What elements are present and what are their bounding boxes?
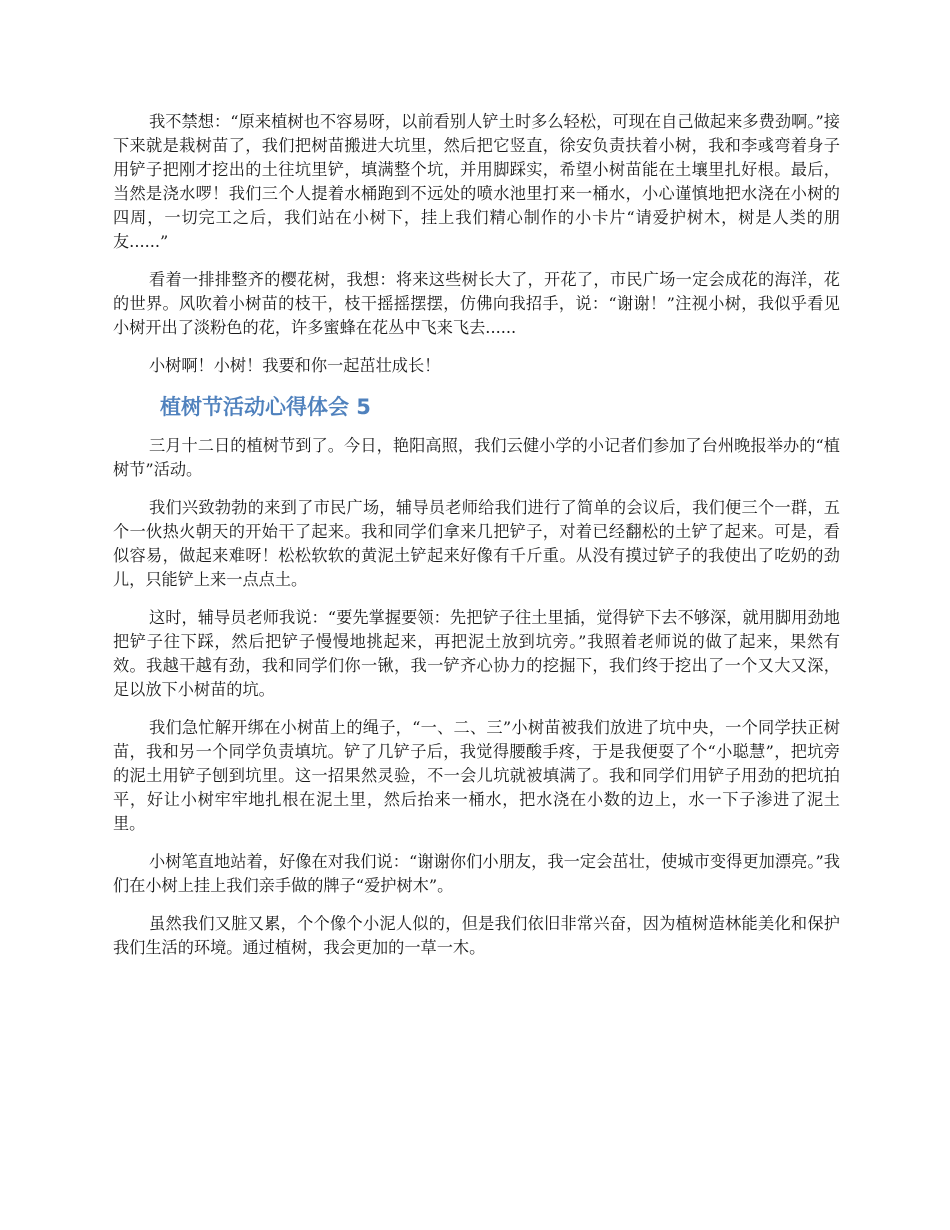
paragraph: 小树笔直地站着，好像在对我们说：“谢谢你们小朋友，我一定会茁壮，使城市变得更加漂亮。”我们在小树上挂上我们亲手做的牌子“爱护树木”。 — [113, 852, 840, 895]
paragraph: 看着一排排整齐的樱花树，我想：将来这些树长大了，开花了，市民广场一定会成花的海洋，花的世界。风吹着小树苗的枝干，枝干摇摇摆摆，仿佛向我招手，说：“谢谢！”注视小树，我似乎看见小树开出了淡粉色的花，许多蜜蜂在花丛中飞来飞去...... — [113, 270, 840, 337]
section-title: 植树节活动心得体会 5 — [160, 395, 371, 419]
paragraph: 三月十二日的植树节到了。今日，艳阳高照，我们云健小学的小记者们参加了台州晚报举办的“植树节”活动。 — [113, 436, 840, 479]
paragraph: 小树啊！小树！我要和你一起茁壮成长！ — [149, 356, 441, 375]
paragraph: 我不禁想：“原来植树也不容易呀，以前看别人铲土时多么轻松，可现在自己做起来多费劲啊。”接下来就是栽树苗了，我们把树苗搬进大坑里，然后把它竖直，徐安负责扶着小树，我和李彧弯着身子用铲子把刚才挖出的土往坑里铲，填满整个坑，并用脚踩实，希望小树苗能在土壤里扎好根。最后，当然是浇水啰！我们三个人提着水桶跑到不远处的喷水池里打来一桶水，小心谨慎地把水浇在小树的四周，一切完工之后，我们站在小树下，挂上我们精心制作的小卡片“请爱护树木，树是人类的朋友......” — [113, 112, 840, 251]
paragraph: 虽然我们又脏又累，个个像个小泥人似的，但是我们依旧非常兴奋，因为植树造林能美化和保护我们生活的环境。通过植树，我会更加的一草一木。 — [113, 914, 840, 957]
paragraph: 我们兴致勃勃的来到了市民广场，辅导员老师给我们进行了简单的会议后，我们便三个一群，五个一伙热火朝天的开始干了起来。我和同学们拿来几把铲子，对着已经翻松的土铲了起来。可是，看似容易，做起来难呀！松松软软的黄泥土铲起来好像有千斤重。从没有摸过铲子的我使出了吃奶的劲儿，只能铲上来一点点土。 — [113, 498, 840, 589]
paragraph: 我们急忙解开绑在小树苗上的绳子，“一、二、三”小树苗被我们放进了坑中央，一个同学扶正树苗，我和另一个同学负责填坑。铲了几铲子后，我觉得腰酸手疼，于是我便耍了个“小聪慧”，把坑旁的泥土用铲子刨到坑里。这一招果然灵验，不一会儿坑就被填满了。我和同学们用铲子用劲的把坑拍平，好让小树牢牢地扎根在泥土里，然后抬来一桶水，把水浇在小数的边上，水一下子渗进了泥土里。 — [113, 718, 840, 833]
document-page — [113, 110, 840, 974]
paragraph: 这时，辅导员老师我说：“要先掌握要领：先把铲子往土里插，觉得铲下去不够深，就用脚用劲地把铲子往下踩，然后把铲子慢慢地挑起来，再把泥土放到坑旁。”我照着老师说的做了起来，果然有效。我越干越有劲，我和同学们你一锹，我一铲齐心协力的挖掘下，我们终于挖出了一个又大又深，足以放下小树苗的坑。 — [113, 608, 840, 699]
